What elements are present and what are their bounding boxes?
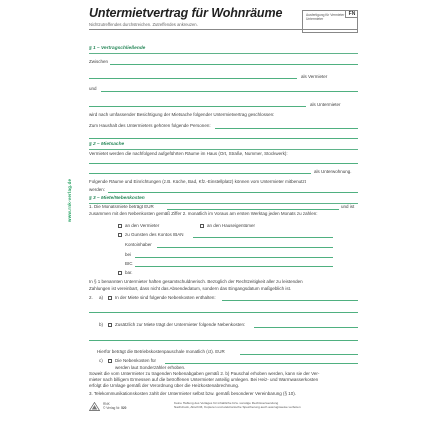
- zusaetzliche-nebenkosten-line-1[interactable]: [254, 327, 358, 328]
- und-label: und: [89, 86, 97, 91]
- zahlungsweise-text: zusammen mit den Nebenkosten gemäß Ziffer 2. monatlich im Voraus am ersten Werktag jeden Monats zu zahlen:: [89, 211, 318, 216]
- konto-checkbox[interactable]: [118, 233, 122, 237]
- zwischen-label: Zwischen: [89, 59, 109, 64]
- section-3-heading: § 3 – Miete/Nebenkosten: [89, 196, 145, 201]
- nebenkosten-enthalten-line-1[interactable]: [222, 300, 358, 301]
- mietsache-text: Vermietet werden die nachfolgend aufgeführten Räume im Haus (Ort, Straße, Nummer, Stockwerk):: [89, 151, 288, 156]
- copy-designation-text: Ausfertigung für Vermieter Untermieter: [306, 13, 345, 21]
- an-hauseigentuemer-label: an den Hauseigentümer: [207, 223, 256, 228]
- ziffer-2-label: 2.: [89, 295, 93, 300]
- option-a-label: a): [99, 295, 104, 300]
- haushalt-label: Zum Haushalt des Untermieters gehören folgende Personen:: [89, 123, 211, 128]
- publisher-url: www.rnk-verlag.de: [67, 178, 72, 222]
- section-1-heading: § 1 – Vertragschließende: [89, 46, 146, 51]
- monatsmiete-label: 1. Die Monatsmiete beträgt EUR: [89, 204, 154, 209]
- untermieter-name-line-2[interactable]: [89, 106, 306, 107]
- bank-line[interactable]: [135, 257, 333, 258]
- footer-disclaimer: Keine Haftung des Verlages für inhaltliche bzw. sonstige Rechtsverwendung: [174, 401, 279, 405]
- haushalt-line-2[interactable]: [89, 138, 358, 139]
- bic-label: BIC: [125, 261, 133, 266]
- mitbenutzung-text: Folgende Räume und Einrichtungen (z.B. Küche, Bad, Kfz.-Einstellplatz) können vom Untermieter mitbenutzt: [89, 179, 306, 184]
- als-untermieter-label: als Untermieter: [310, 102, 341, 107]
- section-2-rule: [89, 149, 358, 150]
- section-2-heading: § 2 – Mietsache: [89, 142, 125, 147]
- nebenkosten-enthalten-text: In der Miete sind folgende Nebenkosten enthalten:: [115, 295, 216, 300]
- sonderzaehler-line[interactable]: [165, 363, 358, 364]
- iban-label: zu Gunsten des Kontos IBAN: [125, 232, 184, 237]
- nebenkosten-enthalten-line-2[interactable]: [89, 312, 358, 313]
- vermieter-name-line-2[interactable]: [89, 78, 297, 79]
- gesamtschuld-text-1: In § 1 benannten Untermieter haften gesamtschuldnerisch. Bezüglich der Rechtzeitigkeit aller zu leistenden: [89, 279, 303, 284]
- und-ist-label: und ist: [341, 204, 355, 209]
- footer-logo-caption: RNK: [103, 402, 110, 406]
- mietsache-line-1[interactable]: [89, 163, 358, 164]
- besichtigung-text: wird nach umfassender Besichtigung der Mietsache folgender Untermietvertrag geschlossen:: [89, 112, 275, 117]
- header-divider: [89, 29, 358, 30]
- publisher-logo-icon: [89, 402, 100, 411]
- footer-verlag-label: © Verlag Nr.: [103, 406, 121, 410]
- iban-line[interactable]: [193, 237, 333, 238]
- sonderzaehler-text-1: Die Nebenkosten für: [115, 358, 157, 363]
- als-unterwohnung-label: als Unterwohnung.: [314, 169, 352, 174]
- haushalt-line-1[interactable]: [215, 128, 358, 129]
- option-b-label: b): [99, 322, 104, 327]
- monatsmiete-amount-line[interactable]: [167, 209, 339, 210]
- an-vermieter-label: an den Vermieter: [125, 223, 160, 228]
- umlage-text-3: erfolgt die Umlage gemäß der Verordnung über die Heizkostenabrechnung.: [89, 383, 240, 388]
- vermieter-name-line-1[interactable]: [110, 64, 358, 65]
- mietsache-line-2[interactable]: [89, 173, 311, 174]
- page-title: Untermietvertrag für Wohnräume: [89, 6, 283, 20]
- zusaetzliche-nebenkosten-checkbox[interactable]: [108, 323, 112, 327]
- option-c-label: c): [99, 358, 103, 363]
- form-number-badge: FN: [345, 10, 358, 18]
- footer-verlag-nr: 520: [121, 406, 127, 410]
- zusaetzliche-nebenkosten-line-2[interactable]: [89, 340, 358, 341]
- footer-copyright: Nachdruck, Abschrift, Kopieren und elektronische Speicherung auch auszugsweise verboten: [174, 405, 301, 409]
- sonderzaehler-checkbox[interactable]: [108, 359, 112, 363]
- umlage-text-2: mieter nach billigem Ermessen auf die betroffenen Untermieter anteilig umlegen. Bei Heiz- und Warmwasserkosten: [89, 377, 319, 382]
- sonderzaehler-text-2: werden laut Sonderzähler erhoben.: [115, 365, 186, 370]
- page-subtitle: Nichtzutreffendes durchstreichen. Zutreffendes ankreuzen.: [89, 22, 198, 27]
- nebenkosten-enthalten-checkbox[interactable]: [108, 296, 112, 300]
- pauschale-label: Hierfür beträgt die Betriebskostenpauschale monatlich (ct). EUR: [97, 349, 225, 354]
- umlage-text-1: Soweit die vom Untermieter zu tragenden Nebenabgaben gemäß 2. b) Pauschal erhoben werden, kann sie der Ver-: [89, 371, 320, 376]
- kontoinhaber-line[interactable]: [157, 247, 333, 248]
- an-hauseigentuemer-checkbox[interactable]: [200, 224, 204, 228]
- bar-checkbox[interactable]: [118, 271, 122, 275]
- als-vermieter-label: als Vermieter: [301, 74, 328, 79]
- untermieter-name-line-1[interactable]: [101, 91, 358, 92]
- werden-label: werden:: [89, 187, 106, 192]
- section-1-rule: [89, 53, 358, 54]
- an-vermieter-checkbox[interactable]: [118, 224, 122, 228]
- mitbenutzung-line[interactable]: [108, 192, 358, 193]
- bar-label: bar.: [125, 270, 133, 275]
- kontoinhaber-label: Kontoinhaber: [125, 242, 152, 247]
- telekommunikation-text: 3. Telekommunikationskosten zahlt der Untermieter selbst bzw. gemäß besonderer Vereinbarung (§ 10).: [89, 391, 297, 396]
- bic-line[interactable]: [135, 266, 333, 267]
- bei-label: bei: [125, 252, 132, 257]
- gesamtschuld-text-2: Zahlungen ist vereinbart, dass nicht das Absendedatum, sondern das Eingangsdatum maßgeblich ist.: [89, 286, 292, 291]
- zusaetzliche-nebenkosten-text: Zusätzlich zur Miete trägt der Untermieter folgende Nebenkosten:: [115, 322, 246, 327]
- footer-verlag-number: [103, 406, 126, 410]
- pauschale-line[interactable]: [240, 354, 358, 355]
